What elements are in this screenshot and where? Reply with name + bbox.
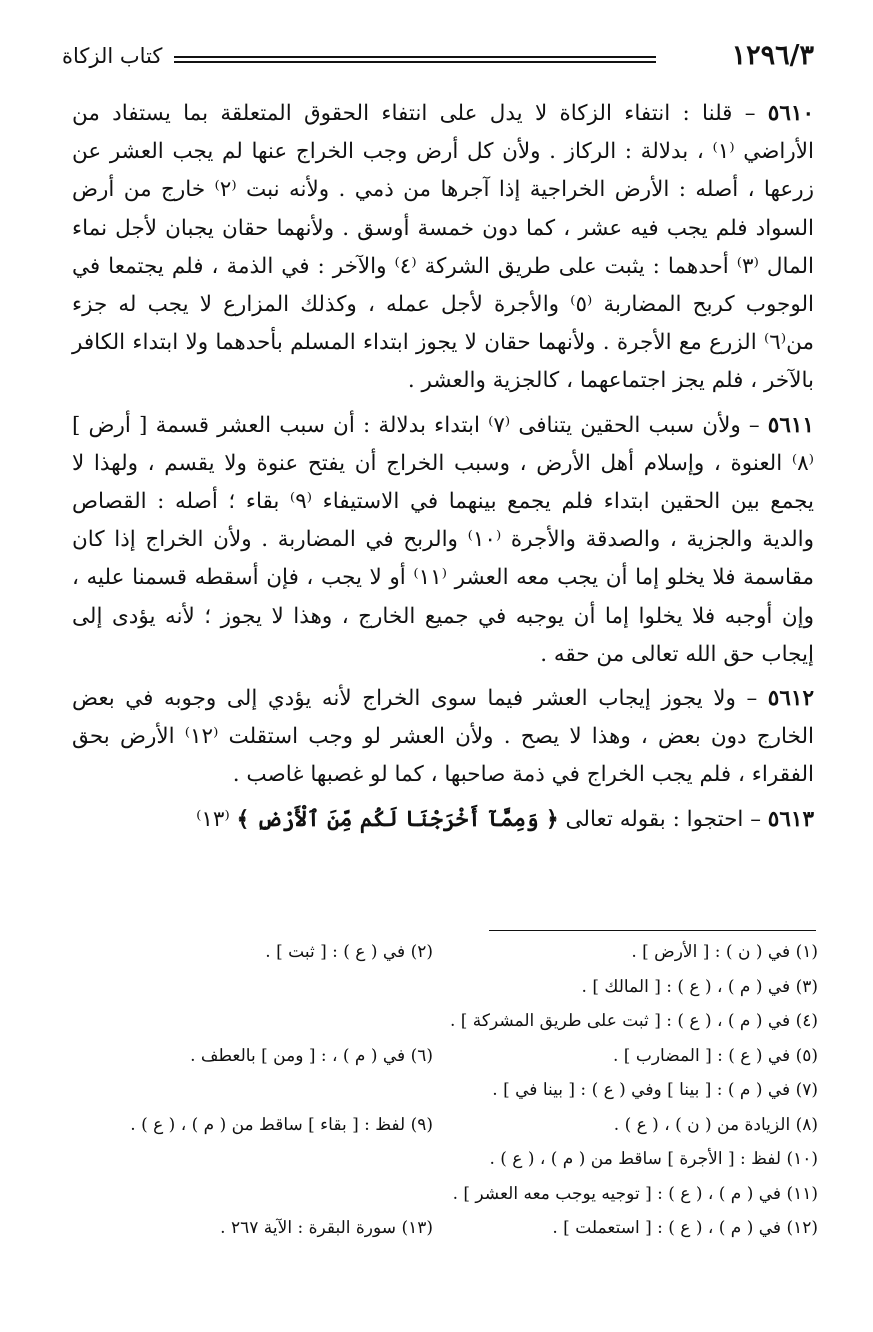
paragraph (72, 407, 814, 674)
running-title: كتاب الزكاة (62, 44, 163, 68)
footnote: (٢) في ( ع ) : [ ثبت ] . (265, 942, 433, 962)
footnote: (٨) الزيادة من ( ن ) ، ( ع ) . (613, 1114, 818, 1135)
footnote: (٤) في ( م ) ، ( ع ) : [ ثبت على طريق المشركة ] . (449, 1011, 818, 1031)
footnote: (٩) لفظ : [ بقاء ] ساقط من ( م ) ، ( ع ) . (130, 1114, 433, 1135)
footnote-row (50, 1080, 818, 1115)
paragraph-number: ٥٦١١ (767, 412, 814, 438)
footnote-row (50, 1184, 818, 1219)
footnote-row (50, 1149, 818, 1184)
paragraph-text: – ولا يجوز إيجاب العشر فيما سوى الخراج لأنه يؤدي إلى وجوبه في بعض الخارج دون بعض ، وهذا لا يصح . ولأن العشر لو وجب استقلت ⁽١٢⁾ الأرض بحق الفقراء ، فلم يجب الخراج في ذمة صاحبها ، كما لو غصبها غاصب . (72, 686, 814, 788)
main-text (72, 95, 814, 845)
footnote: (١٢) في ( م ) ، ( ع ) : [ استعملت ] . (552, 1218, 818, 1238)
paragraph-text: – ولأن سبب الحقين يتنافى ⁽٧⁾ ابتداء بدلالة : أن سبب العشر قسمة [ أرض ] ⁽٨⁾ العنوة ، وإسلام أهل الأرض ، وسبب الخراج أن يفتح عنوة ولا يقسم ، ولهذا لا يجمع بين الحقين ابتداء فلم يجمع بينهما في الاستيفاء ⁽٩⁾ بقاء ؛ أصله : القصاص والدية والجزية ، والصدقة والأجرة ⁽١٠⁾ والربح في المضاربة . ولأن الخراج إذا كان مقاسمة فلا يخلو إما أن يجب معه العشر ⁽١١⁾ أو لا يجب ، فإن أسقطه قسمنا عليه ، وإن أوجبه فلا يخلوا إما أن يوجبه في جميع الخارج ، وهذا لا يجوز ؛ لأنه يؤدى إلى إيجاب حق الله تعالى من حقه . (72, 412, 814, 667)
paragraph (72, 680, 814, 795)
footnote-marker: ⁽١٣⁾ (196, 806, 237, 832)
footnote: (١) في ( ن ) : [ الأرض ] . (631, 942, 818, 962)
footnote: (١٣) سورة البقرة : الآية ٢٦٧ . (220, 1218, 433, 1238)
paragraph-number: ٥٦١٢ (767, 686, 814, 712)
footnote-row (50, 1046, 818, 1081)
footnote-row (50, 1115, 818, 1150)
footnote: (١١) في ( م ) ، ( ع ) : [ توجيه يوجب معه العشر ] . (452, 1183, 818, 1204)
paragraph (72, 95, 814, 401)
paragraph-text: – قلنا : انتفاء الزكاة لا يدل على انتفاء الحقوق المتعلقة بما يستفاد من الأراضي ⁽١⁾ ، بدلالة : الركاز . ولأن كل أرض وجب الخراج عنها لم يجب العشر عن زرعها ، أصله : الأرض الخراجية إذا آجرها من ذمي . ولأنه نبت ⁽٢⁾ خارج من أرض السواد فلم يجب فيه عشر ، كما دون خمسة أوسق . ولأنهما حقان يجبان لأجل نماء المال ⁽٣⁾ أحدهما : يثبت على طريق الشركة ⁽٤⁾ والآخر : في الذمة ، فلم يجتمعا في الوجوب كربح المضاربة ⁽٥⁾ والأجرة لأجل عمله ، وكذلك المزارع لا يجب له جزء من⁽٦⁾ الزرع مع الأجرة . ولأنهما حقان لا يجوز ابتداء المسلم بأحدهما ولا ابتداء الكافر بالآخر ، فلم يجز اجتماعهما ، كالجزية والعشر . (72, 101, 814, 394)
quran-verse: ﴿ وَمِمَّآ أَخْرَجْنَا لَكُم مِّنَ ٱلْأَرْضِ ﴾ (236, 806, 559, 832)
footnote-row (50, 942, 818, 977)
paragraph (72, 801, 814, 839)
footnote: (٣) في ( م ) ، ( ع ) : [ المالك ] . (581, 976, 818, 997)
paragraph-number: ٥٦١٠ (767, 101, 814, 126)
paragraph-text: – احتجوا : بقوله تعالى (558, 806, 768, 832)
page-header (62, 38, 814, 74)
footnote-row (50, 977, 818, 1012)
header-rule-top (174, 56, 656, 58)
footnote: (٧) في ( م ) : [ بينا ] وفي ( ع ) : [ بينا في ] . (492, 1080, 818, 1100)
footnote-separator (489, 930, 816, 931)
footnote: (١٠) لفظ : [ الأجرة ] ساقط من ( م ) ، ( ع ) . (489, 1149, 818, 1169)
paragraph-number: ٥٦١٣ (767, 806, 814, 832)
footnote-row (50, 1011, 818, 1046)
footnote: (٦) في ( م ) ، : [ ومن ] بالعطف . (190, 1045, 433, 1066)
footnote-row (50, 1218, 818, 1253)
page-number: ١٢٩٦/٣ (731, 40, 814, 71)
footnotes (50, 942, 818, 1253)
header-rule-bottom (174, 61, 656, 63)
footnote: (٥) في ( ع ) : [ المضارب ] . (612, 1045, 818, 1066)
